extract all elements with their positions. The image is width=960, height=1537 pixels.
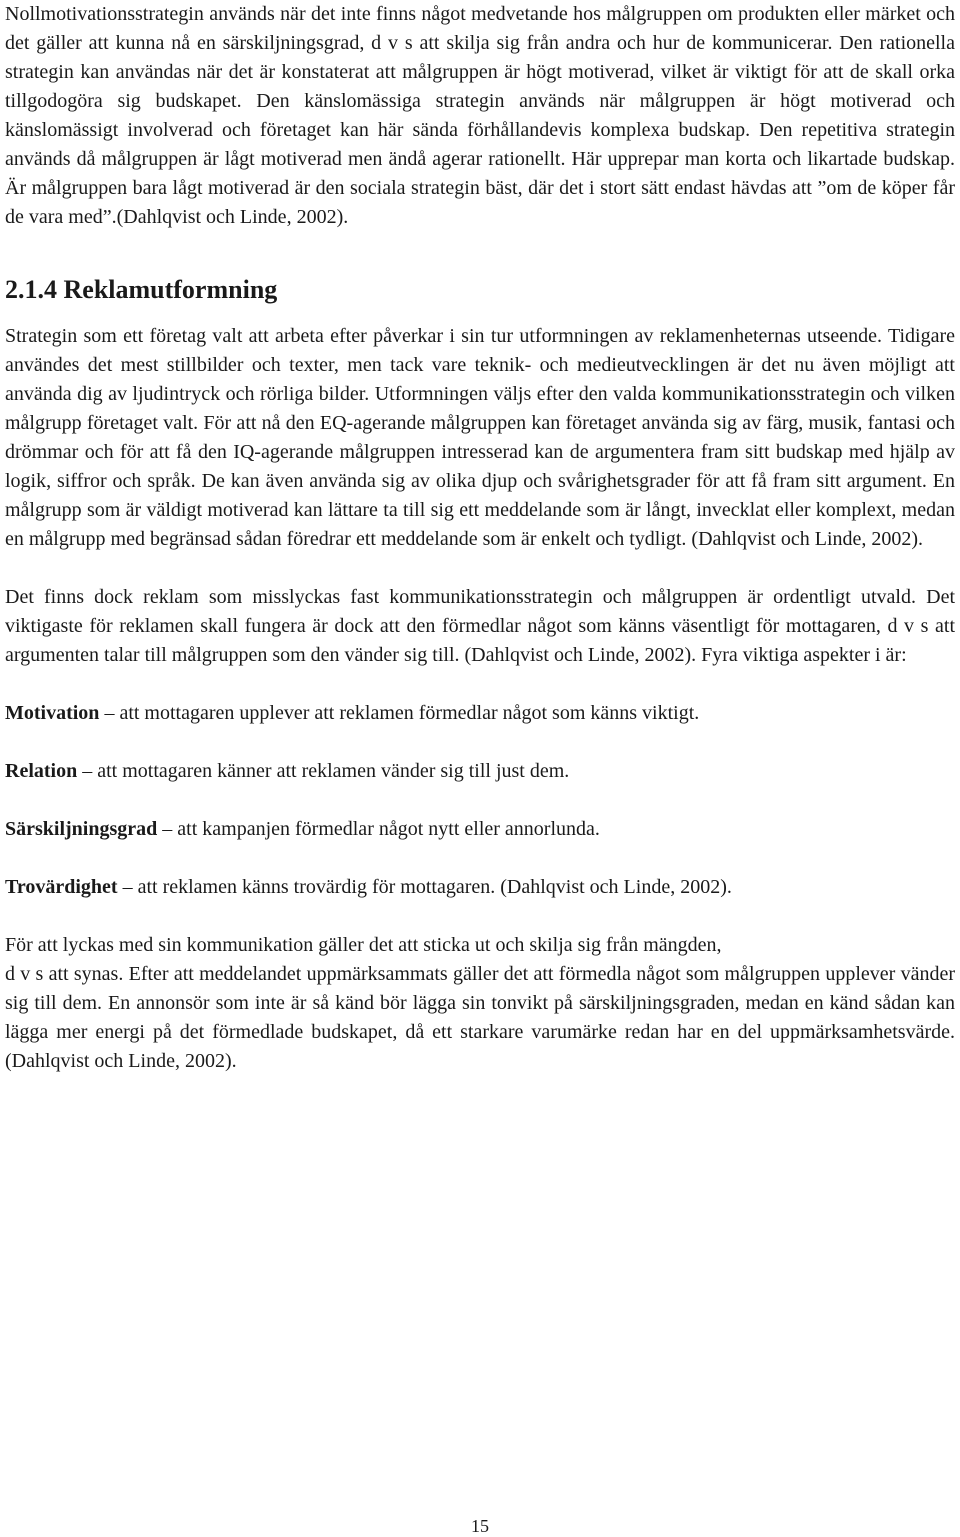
page-number: 15 <box>471 1516 489 1536</box>
aspect-description: – att kampanjen förmedlar något nytt eller annorlunda. <box>157 818 600 840</box>
aspect-motivation <box>5 699 955 728</box>
aspect-sarskiljningsgrad <box>5 815 955 844</box>
paragraph-strategies: Nollmotivationsstrategin används när det inte finns något medvetande hos målgruppen om produkten eller märket och det gäller att kunna nå en särskiljningsgrad, d v s att skilja sig från andra och hur de kommunicerar. Den rationella strategin kan användas när det är konstaterat att målgruppen är högt motiverad, vilket är viktigt för att de skall orka tillgodogöra sig budskapet. Den känslomässiga strategin används när målgruppen är högt motiverad och känslomässigt involverad och företaget kan här sända förhållandevis komplexa budskap. Den repetitiva strategin används då målgruppen är lågt motiverad men ändå agerar rationellt. Här upprepar man korta och likartade budskap. Är målgruppen bara lågt motiverad är den sociala strategin bäst, där det i stort sätt endast hävdas att ”om de köper får de vara med”.(Dahlqvist och Linde, 2002). <box>5 3 955 228</box>
aspect-term: Motivation <box>5 702 100 724</box>
aspect-trovardighet <box>5 873 955 902</box>
section-title: Reklamutformning <box>63 275 278 304</box>
aspect-term: Trovärdighet <box>5 876 118 898</box>
aspect-term: Särskiljningsgrad <box>5 818 158 840</box>
spacer <box>5 306 955 322</box>
paragraph-design: Strategin som ett företag valt att arbeta efter påverkar i sin tur utformningen av reklamenheternas utseende. Tidigare användes det mest stillbilder och texter, men tack vare teknik- och medieutvecklingen är det nu även möjligt att använda dig av ljudintryck och rörliga bilder. Utformningen väljs efter den valda kommunikationsstrategin och vilken målgrupp företaget valt. För att nå den EQ-agerande målgruppen kan företaget använda sig av färg, musik, fantasi och drömmar och för att få den IQ-agerande målgruppen intresserad kan de argumentera fram sitt budskap med hjälp av logik, siffror och språk. De kan även använda sig av olika djup och svårighetsgrader för att få fram sitt argument. En målgrupp som är väldigt motiverad kan lättare ta till sig ett meddelande som är långt, invecklat eller komplext, medan en målgrupp med begränsad sådan föredrar ett meddelande som är enkelt och tydligt. (Dahlqvist och Linde, 2002). <box>5 325 955 550</box>
paragraph-stand-out: d v s att synas. Efter att meddelandet uppmärksammats gäller det att förmedla något som målgruppen upplever vänder sig till dem. En annonsör som inte är så känd bör lägga sin tonvikt på särskiljningsgraden, medan en känd sådan kan lägga mer energi på det förmedlade budskapet, då ett starkare varumärke redan har en del uppmärksamhetsvärde. (Dahlqvist och Linde, 2002). <box>5 963 955 1072</box>
spacer <box>5 786 955 815</box>
aspect-description: – att mottagaren upplever att reklamen förmedlar något som känns viktigt. <box>99 702 700 724</box>
aspect-description: – att reklamen känns trovärdig för mottagaren. (Dahlqvist och Linde, 2002). <box>117 876 732 898</box>
spacer <box>5 728 955 757</box>
spacer <box>5 902 955 931</box>
spacer <box>5 232 955 274</box>
spacer <box>5 670 955 699</box>
paragraph-stand-out-first-line: För att lyckas med sin kommunikation gäller det att sticka ut och skilja sig från mängden, <box>5 934 722 956</box>
section-number: 2.1.4 <box>5 275 57 304</box>
aspect-term: Relation <box>5 760 78 782</box>
spacer <box>5 554 955 583</box>
paragraph-failure: Det finns dock reklam som misslyckas fast kommunikationsstrategin och målgruppen är ordentligt utvald. Det viktigaste för reklamen skall fungera är dock att den förmedlar något som känns väsentligt för mottagaren, d v s att argumenten talar till målgruppen som den vänder sig till. (Dahlqvist och Linde, 2002). Fyra viktiga aspekter i är: <box>5 586 955 666</box>
aspect-description: – att mottagaren känner att reklamen vänder sig till just dem. <box>77 760 570 782</box>
section-heading <box>5 274 955 306</box>
aspect-relation <box>5 757 955 786</box>
spacer <box>5 844 955 873</box>
document-page <box>5 0 955 1076</box>
